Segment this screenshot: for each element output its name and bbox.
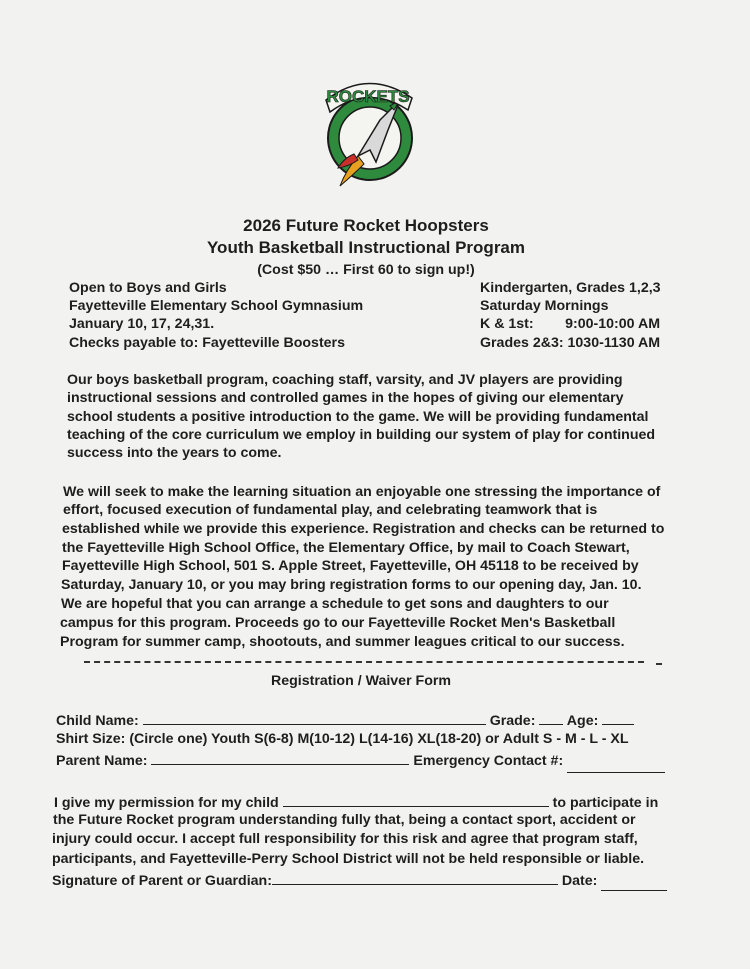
form-title: Registration / Waiver Form — [271, 673, 452, 689]
grade-label: Grade: — [489, 713, 536, 729]
cut-line-start — [84, 661, 90, 663]
permission-text-end: to participate in — [552, 795, 659, 811]
signature-field[interactable] — [272, 870, 558, 885]
info-time-23: Grades 2&3: 1030-1130 AM — [480, 335, 661, 351]
paragraph-line: teaching of the core curriculum we employ in building our system of play for continued — [67, 427, 656, 443]
paragraph-line: established while we provide this experience. Registration and checks can be returned to — [62, 521, 665, 537]
paragraph-line: success into the years to come. — [67, 445, 282, 461]
info-grades: Kindergarten, Grades 1,2,3 — [480, 280, 661, 296]
paragraph-line: the Fayetteville High School Office, the Elementary Office, by mail to Coach Stewart, — [62, 540, 630, 556]
info-location: Fayetteville Elementary School Gymnasium — [69, 298, 364, 314]
rockets-logo — [318, 70, 418, 190]
date-label: Date: — [561, 873, 598, 889]
signature-row — [52, 870, 667, 889]
permission-row — [54, 792, 658, 811]
program-subtitle: Youth Basketball Instructional Program — [206, 238, 526, 257]
cut-line — [84, 661, 644, 663]
grade-field[interactable] — [539, 710, 563, 725]
shirt-size-options[interactable]: Shirt Size: (Circle one) Youth S(6-8) M(10-12) L(14-16) XL(18-20) or Adult S - M - L - XL — [56, 731, 629, 747]
date-field[interactable] — [601, 876, 667, 891]
emergency-contact-field[interactable] — [567, 758, 665, 773]
child-name-row — [56, 710, 634, 729]
permission-text-start: I give my permission for my child — [54, 795, 279, 811]
svg-text:ROCKETS: ROCKETS — [326, 87, 410, 106]
paragraph-line: Program for summer camp, shootouts, and summer leagues critical to our success. — [60, 634, 625, 650]
child-name-label: Child Name: — [56, 713, 139, 729]
permission-child-field[interactable] — [283, 792, 549, 807]
cost-note: (Cost $50 … First 60 to sign up!) — [257, 262, 475, 278]
info-day: Saturday Mornings — [480, 298, 609, 314]
cut-line-end — [656, 663, 662, 665]
parent-row — [56, 750, 665, 769]
paragraph-line: Fayetteville High School, 501 S. Apple Street, Fayetteville, OH 45118 to be received by — [62, 558, 639, 574]
waiver-line: participants, and Fayetteville-Perry School District will not be held responsible or liable. — [52, 851, 645, 867]
parent-name-field[interactable] — [151, 750, 409, 765]
age-field[interactable] — [602, 710, 634, 725]
program-title: 2026 Future Rocket Hoopsters — [243, 216, 489, 235]
info-audience: Open to Boys and Girls — [69, 280, 227, 296]
paragraph-line: campus for this program. Proceeds go to our Fayetteville Rocket Men's Basketball — [60, 615, 616, 631]
info-dates: January 10, 17, 24,31. — [69, 316, 215, 332]
child-name-field[interactable] — [143, 710, 486, 725]
paragraph-line: Our boys basketball program, coaching staff, varsity, and JV players are providing — [67, 372, 623, 388]
paragraph-line: effort, focused execution of fundamental play, and celebrating teamwork that is — [63, 502, 598, 518]
paragraph-line: Saturday, January 10, or you may bring registration forms to our opening day, Jan. 10. — [61, 577, 642, 593]
age-label: Age: — [566, 713, 599, 729]
emergency-contact-label: Emergency Contact #: — [413, 753, 564, 769]
info-checks: Checks payable to: Fayetteville Boosters — [69, 335, 345, 351]
waiver-line: the Future Rocket program understanding fully that, being a contact sport, accident or — [53, 812, 636, 828]
paragraph-line: We will seek to make the learning situation an enjoyable one stressing the importance of — [63, 484, 661, 500]
paragraph-line: instructional sessions and controlled games in the hopes of giving our elementary — [67, 390, 624, 406]
parent-name-label: Parent Name: — [56, 753, 148, 769]
paragraph-line: school students a positive introduction to the game. We will be providing fundamental — [67, 409, 649, 425]
waiver-line: injury could occur. I accept full responsibility for this risk and agree that program staff, — [52, 831, 638, 847]
paragraph-line: We are hopeful that you can arrange a schedule to get sons and daughters to our — [61, 596, 609, 612]
info-time-k1: K & 1st: 9:00-10:00 AM — [480, 316, 661, 332]
signature-label: Signature of Parent or Guardian: — [52, 873, 272, 889]
